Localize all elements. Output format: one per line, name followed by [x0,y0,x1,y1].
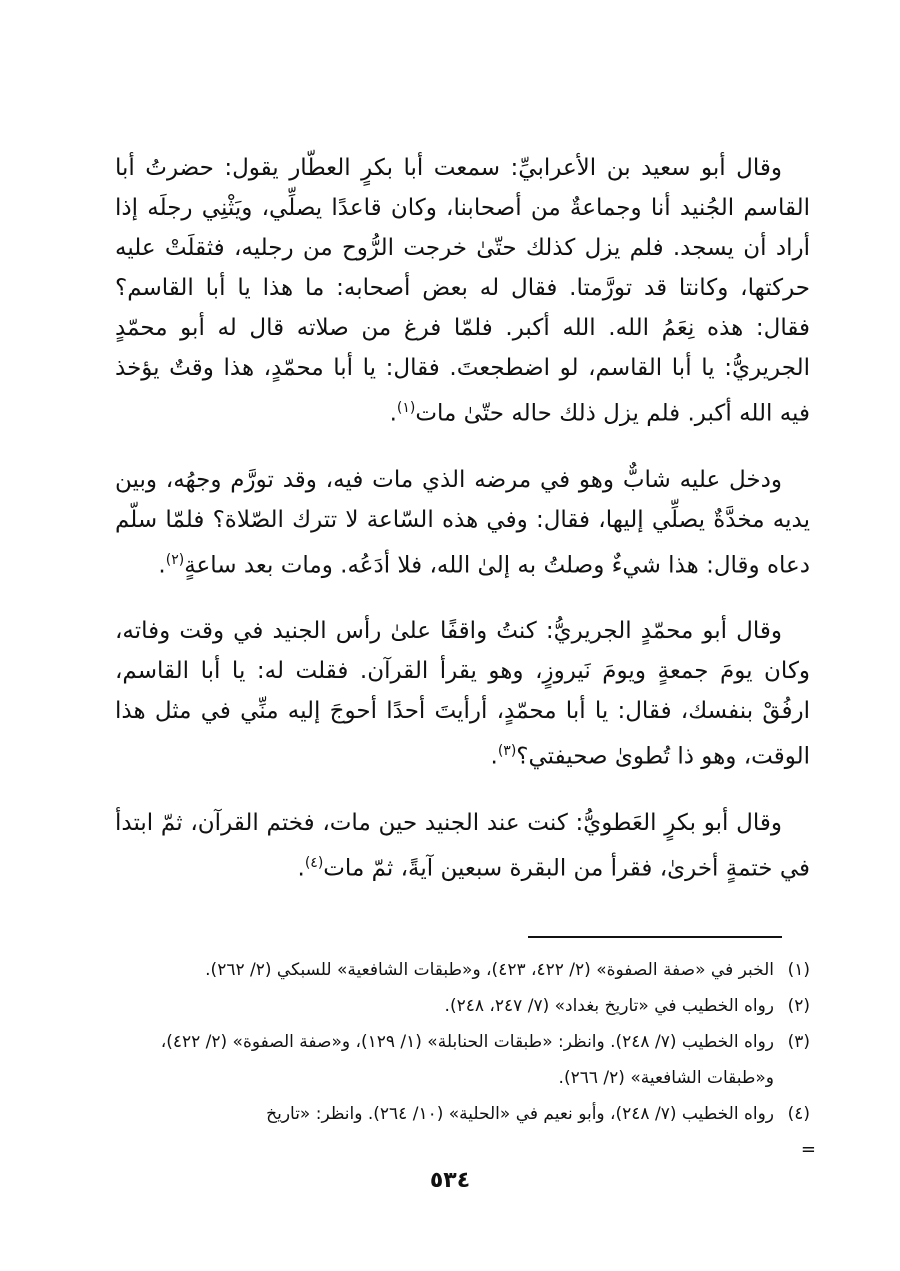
footnote-1-text: الخبر في «صفة الصفوة» (٢/ ٤٢٢، ٤٢٣)، و«طبقات الشافعية» للسبكي (٢/ ٢٦٢). [205,960,774,980]
footnote-ref-4: (٤) [304,854,324,871]
footnote-3 [115,1024,810,1096]
main-text [115,148,810,915]
paragraph-2-text: ودخل عليه شابٌّ وهو في مرضه الذي مات فيه، وقد تورَّم وجهُه، وبين يديه مخدَّةٌ يصلِّي إليها، فقال: وفي هذه السّاعة لا تترك الصّلاة؟ فلمّا سلّم دعاه وقال: هذا شيءٌ وصلتُ به إلىٰ الله، فلا أدَعُه. ومات بعد ساعةٍ [115,466,810,579]
footnote-ref-1: (١) [396,400,416,416]
footnote-2 [115,988,810,1024]
footnote-separator [528,936,782,938]
paragraph-1-text: وقال أبو سعيد بن الأعرابيِّ: سمعت أبا بكرٍ العطّار يقول: حضرتُ أبا القاسم الجُنيد أنا وجماعةٌ من أصحابنا، وكان قاعدًا يصلِّي، ويَثْنِي رجلَه إذا أراد أن يسجد. فلم يزل كذلك حتّىٰ خرجت الرُّوح من رجليه، فثقلَتْ عليه حركتها، وكانتا قد تورَّمتا. فقال له بعض أصحابه: ما هذا يا أبا القاسم؟ فقال: هذه نِعَمُ الله. الله أكبر. فلمّا فرغ من صلاته قال له أبو محمّدٍ الجريريُّ: يا أبا القاسم، لو اضطجعتَ. فقال: يا أبا محمّدٍ، هذا وقتٌ يؤخذ فيه الله أكبر. فلم يزل ذلك حاله حتّىٰ مات [115,155,810,427]
paragraph-3: وقال أبو محمّدٍ الجريريُّ: كنتُ واقفًا علىٰ رأس الجنيد في وقت وفاته، وكان يومَ جمعةٍ ويومَ نَيروزٍ، وهو يقرأ القرآن. فقلت له: يا أبا القاسم، ارفُقْ بنفسك، فقال: يا أبا محمّدٍ، أرأيتَ أحدًا أحوجَ إليه منِّي في مثل هذا الوقت، وهو ذا تُطوىٰ صحيفتي؟$^{(٣)}$. [115,618,810,770]
footnote-2-number: (٢) [787,996,810,1016]
footnote-2-text: رواه الخطيب في «تاريخ بغداد» (٧/ ٢٤٧، ٢٤٨). [444,996,774,1016]
paragraph-4: وقال أبو بكرٍ العَطويُّ: كنت عند الجنيد حين مات، فختم القرآن، ثمّ ابتدأ في ختمةٍ أخرىٰ، فقرأ من البقرة سبعين آيةً، ثمّ مات$^{(٤)}$. [115,809,810,882]
footnote-3-number: (٣) [787,1032,810,1052]
footnote-ref-2: (٢) [165,551,185,568]
footnote-1-number: (١) [787,960,810,980]
footnote-4-text: رواه الخطيب (٧/ ٢٤٨)، وأبو نعيم في «الحلية» (١٠/ ٢٦٤). وانظر: «تاريخ [266,1104,774,1124]
footnote-4-number: (٤) [787,1104,810,1124]
footnote-4 [115,1096,810,1132]
footnote-ref-3: (٣) [497,743,517,760]
footnotes [115,952,810,1132]
paragraph-3-text: وقال أبو محمّدٍ الجريريُّ: كنتُ واقفًا علىٰ رأس الجنيد في وقت وفاته، وكان يومَ جمعةٍ ويومَ نَيروزٍ، وهو يقرأ القرآن. فقلت له: يا أبا القاسم، ارفُقْ بنفسك، فقال: يا أبا محمّدٍ، أرأيتَ أحدًا أحوجَ إليه منِّي في مثل هذا الوقت، وهو ذا تُطوىٰ صحيفتي؟ [115,618,810,770]
page-number: ٥٣٤ [429,1168,471,1193]
footnote-1 [115,952,810,988]
paragraph-1: وقال أبو سعيد بن الأعرابيِّ: سمعت أبا بكرٍ العطّار يقول: حضرتُ أبا القاسم الجُنيد أنا وجماعةٌ من أصحابنا، وكان قاعدًا يصلِّي، ويَثْنِي رجلَه إذا أراد أن يسجد. فلم يزل كذلك حتّىٰ خرجت الرُّوح من رجليه، فثقلَتْ عليه حركتها، وكانتا قد تورَّمتا. فقال له بعض أصحابه: ما هذا يا أبا القاسم؟ فقال: هذه نِعَمُ الله. الله أكبر. فلمّا فرغ من صلاته قال له أبو محمّدٍ الجريريُّ: يا أبا القاسم، لو اضطجعتَ. فقال: يا أبا محمّدٍ، هذا وقتٌ يؤخذ فيه الله أكبر. فلم يزل ذلك حاله حتّىٰ مات$^{(١)}$. [115,155,810,427]
paragraph-4-text: وقال أبو بكرٍ العَطويُّ: كنت عند الجنيد حين مات، فختم القرآن، ثمّ ابتدأ في ختمةٍ أخرىٰ، فقرأ من البقرة سبعين آيةً، ثمّ مات [115,809,810,882]
footnote-3-text: رواه الخطيب (٧/ ٢٤٨). وانظر: «طبقات الحنابلة» (١/ ١٢٩)، و«صفة الصفوة» (٢/ ٤٢٢)، و«طبقات الشافعية» (٢/ ٢٦٦). [160,1032,774,1088]
continuation-mark: = [800,1139,816,1160]
paragraph-2: ودخل عليه شابٌّ وهو في مرضه الذي مات فيه، وقد تورَّم وجهُه، وبين يديه مخدَّةٌ يصلِّي إليها، فقال: وفي هذه السّاعة لا تترك الصّلاة؟ فلمّا سلّم دعاه وقال: هذا شيءٌ وصلتُ به إلىٰ الله، فلا أدَعُه. ومات بعد ساعةٍ$^{(٢)}$. [115,466,810,579]
